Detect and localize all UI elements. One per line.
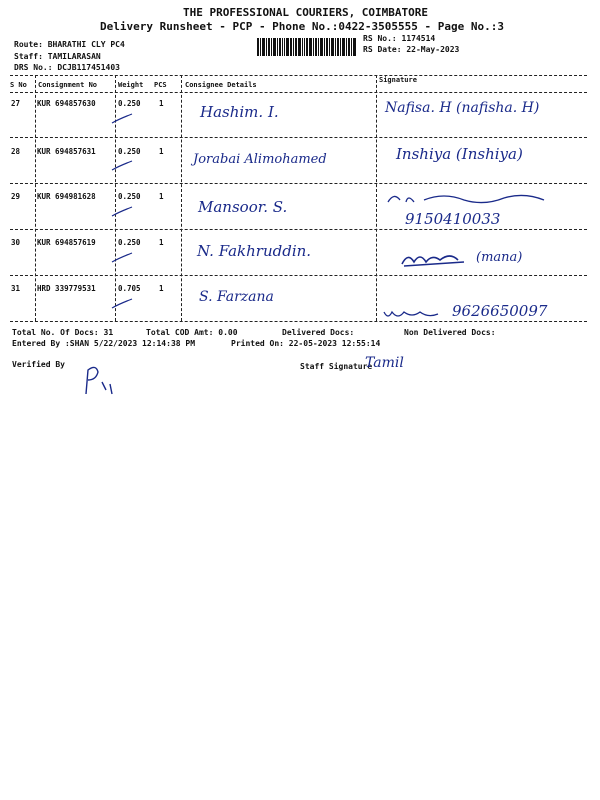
- table-top-rule: [10, 75, 587, 76]
- col-header-weight: Weight: [118, 81, 144, 89]
- column-divider: [35, 75, 36, 321]
- row-weight: 0.250: [118, 238, 141, 247]
- row-sno: 30: [11, 238, 21, 247]
- row-signature: Inshiya (Inshiya): [396, 145, 523, 163]
- staff-label: Staff: TAMILARASAN: [14, 52, 101, 61]
- row-pcs: 1: [159, 99, 164, 108]
- rs-number: RS No.: 1174514: [363, 34, 436, 43]
- row-signature: 9626650097: [452, 302, 548, 320]
- row-consignee: Mansoor. S.: [198, 198, 288, 216]
- barcode: [257, 38, 357, 56]
- row-pcs: 1: [159, 238, 164, 247]
- signature-scribble: [400, 248, 470, 268]
- row-consignment: KUR 694857631: [37, 147, 96, 156]
- company-title: THE PROFESSIONAL COURIERS, COIMBATORE: [183, 6, 429, 19]
- row-sno: 31: [11, 284, 21, 293]
- row-sno: 28: [11, 147, 21, 156]
- row-weight: 0.250: [118, 192, 141, 201]
- signature-scribble: [384, 190, 554, 208]
- row-sno: 27: [11, 99, 21, 108]
- row-pcs: 1: [159, 284, 164, 293]
- row-consignment: KUR 694981628: [37, 192, 96, 201]
- row-divider: [10, 229, 587, 230]
- row-pcs: 1: [159, 147, 164, 156]
- non-delivered-docs: Non Delivered Docs:: [404, 328, 496, 337]
- row-consignee: Hashim. I.: [200, 103, 279, 121]
- row-pcs: 1: [159, 192, 164, 201]
- row-signature: (mana): [476, 250, 523, 265]
- row-divider: [10, 183, 587, 184]
- drs-number: DRS No.: DCJB117451403: [14, 63, 120, 72]
- col-header-pcs: PCS: [154, 81, 167, 89]
- row-weight: 0.250: [118, 147, 141, 156]
- header-bottom-rule: [10, 92, 587, 93]
- row-weight: 0.705: [118, 284, 141, 293]
- col-header-consignment: Consignment No: [38, 81, 98, 89]
- rs-date: RS Date: 22-May-2023: [363, 45, 460, 54]
- runsheet-subtitle: Delivery Runsheet - PCP - Phone No.:0422-3505555 - Page No.:3: [100, 20, 504, 33]
- entered-by: Entered By :SHAN 5/22/2023 12:14:38 PM: [12, 339, 196, 348]
- verifier-signature: [80, 360, 120, 400]
- column-divider: [376, 75, 377, 321]
- row-consignment: KUR 694857619: [37, 238, 96, 247]
- verified-by-label: Verified By: [12, 360, 65, 369]
- row-consignment: HRD 339779531: [37, 284, 96, 293]
- col-header-consignee: Consignee Details: [185, 81, 257, 89]
- signature-scribble: [382, 306, 442, 322]
- printed-on: Printed On: 22-05-2023 12:55:14: [231, 339, 381, 348]
- route-label: Route: BHARATHI CLY PC4: [14, 40, 125, 49]
- table-bottom-rule: [10, 321, 587, 322]
- total-cod: Total COD Amt: 0.00: [146, 328, 238, 337]
- row-signature: Nafisa. H (nafisha. H): [385, 100, 540, 116]
- col-header-signature: Signature: [379, 76, 417, 84]
- staff-signature-hand: Tamil: [365, 355, 404, 371]
- row-weight: 0.250: [118, 99, 141, 108]
- column-divider: [181, 75, 182, 321]
- row-consignee: N. Fakhruddin.: [197, 242, 312, 260]
- total-docs: Total No. Of Docs: 31: [12, 328, 114, 337]
- row-sno: 29: [11, 192, 21, 201]
- row-consignment: KUR 694857630: [37, 99, 96, 108]
- check-mark-icon: [111, 160, 133, 172]
- column-divider: [115, 75, 116, 321]
- col-header-sno: S No: [10, 81, 27, 89]
- row-divider: [10, 137, 587, 138]
- check-mark-icon: [111, 206, 133, 218]
- staff-signature-label: Staff Signature: [300, 362, 373, 371]
- row-divider: [10, 275, 587, 276]
- delivered-docs: Delivered Docs:: [282, 328, 355, 337]
- row-consignee: S. Farzana: [199, 289, 274, 305]
- row-signature: 9150410033: [405, 210, 501, 228]
- check-mark-icon: [111, 113, 133, 125]
- check-mark-icon: [111, 252, 133, 264]
- check-mark-icon: [111, 298, 133, 310]
- row-consignee: Jorabai Alimohamed: [193, 152, 327, 167]
